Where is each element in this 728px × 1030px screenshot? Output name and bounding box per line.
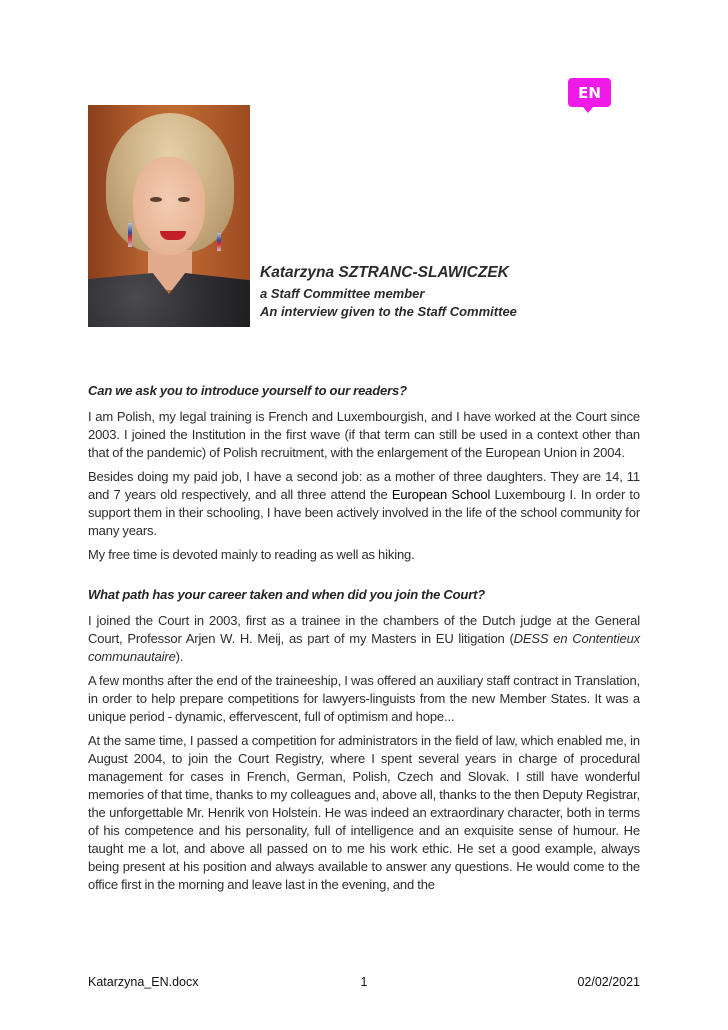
answer-1-paragraph-2 <box>88 468 640 540</box>
photo-earring-right <box>217 233 221 251</box>
photo-face <box>133 157 205 255</box>
photo-earring-left <box>128 223 132 247</box>
portrait-photo <box>88 105 250 327</box>
interviewee-role: a Staff Committee member <box>260 286 425 301</box>
paragraph-text: ). <box>175 649 184 664</box>
degree-name: DESS en Contentieux communautaire <box>88 631 641 664</box>
answer-2-paragraph-2: A few months after the end of the traineeship, I was offered an auxiliary staff contract in Translation, in order to help prepare competitions for lawyers-linguists from the new Member States. It was a unique period - dynamic, effervescent, full of optimism and hope... <box>88 673 640 724</box>
language-badge-en: EN <box>568 78 611 107</box>
interviewee-name: Katarzyna SZTRANC-SLAWICZEK <box>260 264 509 281</box>
answer-2-paragraph-3: At the same time, I passed a competition for administrators in the field of law, which enabled me, in August 2004, to join the Court Registry, where I spent several years in charge of procedural management for cases in French, German, Polish, Czech and Slovak. I still have wonderful memories of that time, thanks to my colleagues and, above all, thanks to the then Deputy Registrar, the unforgettable Mr. Henrik von Holstein. He was indeed an extraordinary character, both in terms of his competence and his personality, full of intelligence and an exquisite sense of humour. He taught me a lot, and above all passed on to me his work ethic. He set a good example, always being present at his position and always available to answer any questions. He would come to the office first in the morning and leave last in the evening, and the <box>88 733 640 892</box>
paragraph-text: I joined the Court in 2003, first as a trainee in the chambers of the Dutch judge at the General Court, Professor Arjen W. H. Meij, as part of my Masters in EU litigation ( <box>88 613 640 646</box>
footer-page-number: 1 <box>360 975 368 989</box>
question-1: Can we ask you to introduce yourself to our readers? <box>88 383 407 398</box>
interview-subtitle: An interview given to the Staff Committee <box>260 304 517 319</box>
footer-filename: Katarzyna_EN.docx <box>88 975 199 989</box>
interview-header <box>260 264 517 322</box>
paragraph-text: Luxembourg I. In order to support them in their schooling, I have been actively involved in the life of the school community for many years. <box>88 487 640 538</box>
question-2: What path has your career taken and when did you join the Court? <box>88 587 486 602</box>
answer-2-paragraph-1 <box>88 612 640 666</box>
page-footer <box>88 975 640 989</box>
article-body <box>88 382 640 900</box>
european-school-reference: European School <box>391 487 491 502</box>
photo-eye-right <box>178 197 190 202</box>
answer-1-paragraph-1: I am Polish, my legal training is French and Luxembourgish, and I have worked at the Court since 2003. I joined the Institution in the first wave (if that term can still be used in a context other than that of the pandemic) of Polish recruitment, with the enlargement of the European Union in 2004. <box>88 409 640 460</box>
section-spacer <box>88 570 640 586</box>
photo-eye-left <box>150 197 162 202</box>
answer-1-paragraph-3: My free time is devoted mainly to reading as well as hiking. <box>88 547 415 562</box>
footer-date: 02/02/2021 <box>577 975 640 989</box>
paragraph-text: Besides doing my paid job, I have a second job: as a mother of three daughters. They are 14, 11 and 7 years old respectively, and all three attend the <box>88 469 640 502</box>
